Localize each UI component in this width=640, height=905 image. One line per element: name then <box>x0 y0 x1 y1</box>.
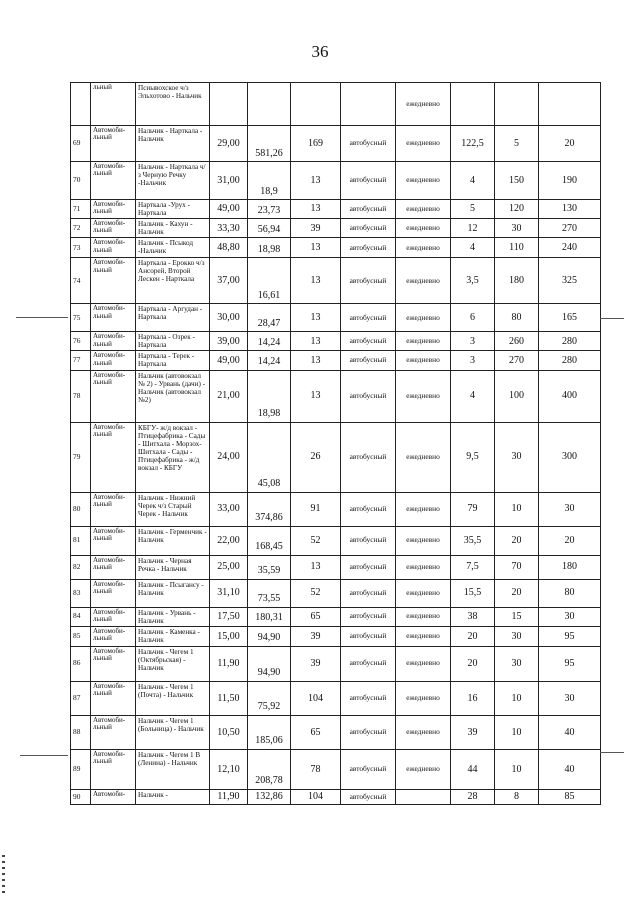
table-row <box>71 579 601 607</box>
schedule-cell: ежедневно <box>396 626 451 646</box>
left-edge-dots <box>2 855 5 895</box>
route-name-cell: Нальчик (автовокзал № 2) - Урвань (дачи) - Нальчик (автовокзал №2) <box>136 370 210 422</box>
routes-table-wrapper <box>70 82 600 805</box>
row-number-cell: 87 <box>71 681 91 715</box>
value-b-cell: 10 <box>495 681 539 715</box>
left-margin-line-2 <box>20 755 68 756</box>
route-name-cell: Нальчик - Черная Речка - Нальчик <box>136 555 210 579</box>
trip-count-cell: 26 <box>291 422 341 492</box>
transport-type-cell: Автомоби-льный <box>91 304 136 332</box>
vehicle-kind-cell: автобусный <box>341 607 396 626</box>
trip-count-cell: 52 <box>291 579 341 607</box>
row-number-cell: 83 <box>71 579 91 607</box>
route-length-cell: 33,30 <box>210 219 248 238</box>
trip-count-cell: 13 <box>291 370 341 422</box>
routes-table <box>70 82 601 805</box>
transport-type-cell: Автомоби-льный <box>91 715 136 749</box>
route-distance-cell: 18,98 <box>248 238 291 258</box>
row-number-cell: 85 <box>71 626 91 646</box>
transport-type-cell: Автомоби- <box>91 789 136 804</box>
vehicle-kind-cell: автобусный <box>341 626 396 646</box>
value-b-cell: 10 <box>495 715 539 749</box>
trip-count-cell: 52 <box>291 526 341 555</box>
value-a-cell: 6 <box>451 304 495 332</box>
value-a-cell: 4 <box>451 238 495 258</box>
value-a-cell: 35,5 <box>451 526 495 555</box>
vehicle-kind-cell: автобусный <box>341 126 396 162</box>
transport-type-cell: Автомоби-льный <box>91 351 136 370</box>
value-c-cell <box>539 83 601 126</box>
table-row <box>71 370 601 422</box>
row-number-cell: 82 <box>71 555 91 579</box>
row-number-cell: 76 <box>71 332 91 351</box>
table-row <box>71 332 601 351</box>
row-number-cell: 78 <box>71 370 91 422</box>
route-length-cell <box>210 83 248 126</box>
row-number-cell: 80 <box>71 492 91 526</box>
value-a-cell: 3 <box>451 332 495 351</box>
table-row <box>71 126 601 162</box>
route-distance-cell: 23,73 <box>248 200 291 219</box>
route-length-cell: 30,00 <box>210 304 248 332</box>
value-b-cell: 30 <box>495 422 539 492</box>
schedule-cell: ежедневно <box>396 200 451 219</box>
route-name-cell: Нальчик - Чегем 1 (Больница) - Нальчик <box>136 715 210 749</box>
table-row <box>71 646 601 681</box>
trip-count-cell: 39 <box>291 626 341 646</box>
row-number-cell: 79 <box>71 422 91 492</box>
schedule-cell: ежедневно <box>396 83 451 126</box>
value-c-cell: 80 <box>539 579 601 607</box>
value-c-cell: 95 <box>539 626 601 646</box>
route-name-cell: Нарткала -Урух - Нарткала <box>136 200 210 219</box>
route-distance-cell: 18,9 <box>248 162 291 200</box>
value-c-cell: 130 <box>539 200 601 219</box>
trip-count-cell: 13 <box>291 258 341 304</box>
route-length-cell: 33,00 <box>210 492 248 526</box>
schedule-cell: ежедневно <box>396 555 451 579</box>
value-c-cell: 270 <box>539 219 601 238</box>
route-name-cell: КБГУ- ж/д вокзал - Птицефабрика - Сады - Шитхала - Морзох- Шитхала - Сады - Птицефабрика - ж/д вокзал - КБГУ <box>136 422 210 492</box>
table-row <box>71 162 601 200</box>
value-a-cell: 4 <box>451 370 495 422</box>
value-b-cell: 30 <box>495 646 539 681</box>
vehicle-kind-cell: автобусный <box>341 526 396 555</box>
value-b-cell: 20 <box>495 579 539 607</box>
transport-type-cell: Автомоби-льный <box>91 526 136 555</box>
route-distance-cell: 35,59 <box>248 555 291 579</box>
trip-count-cell: 13 <box>291 162 341 200</box>
value-a-cell: 9,5 <box>451 422 495 492</box>
value-a-cell: 20 <box>451 626 495 646</box>
schedule-cell: ежедневно <box>396 646 451 681</box>
trip-count-cell: 39 <box>291 646 341 681</box>
transport-type-cell: Автомоби-льный <box>91 607 136 626</box>
trip-count-cell: 78 <box>291 749 341 789</box>
trip-count-cell: 13 <box>291 332 341 351</box>
value-c-cell: 325 <box>539 258 601 304</box>
value-a-cell: 20 <box>451 646 495 681</box>
route-distance-cell: 14,24 <box>248 351 291 370</box>
value-c-cell: 400 <box>539 370 601 422</box>
value-b-cell: 30 <box>495 219 539 238</box>
value-b-cell: 10 <box>495 492 539 526</box>
transport-type-cell: Автомоби-льный <box>91 126 136 162</box>
row-number-cell: 73 <box>71 238 91 258</box>
vehicle-kind-cell: автобусный <box>341 715 396 749</box>
transport-type-cell: Автомоби-льный <box>91 681 136 715</box>
table-row <box>71 351 601 370</box>
schedule-cell: ежедневно <box>396 607 451 626</box>
value-c-cell: 40 <box>539 715 601 749</box>
route-distance-cell: 16,61 <box>248 258 291 304</box>
row-number-cell: 84 <box>71 607 91 626</box>
route-length-cell: 11,90 <box>210 789 248 804</box>
schedule-cell: ежедневно <box>396 715 451 749</box>
value-a-cell: 16 <box>451 681 495 715</box>
route-distance-cell: 14,24 <box>248 332 291 351</box>
route-name-cell: Нарткала - Терек - Нарткала <box>136 351 210 370</box>
route-distance-cell: 180,31 <box>248 607 291 626</box>
table-row <box>71 789 601 804</box>
route-length-cell: 39,00 <box>210 332 248 351</box>
route-name-cell: Нальчик - Чегем 1 (Почта) - Нальчик <box>136 681 210 715</box>
trip-count-cell <box>291 83 341 126</box>
value-b-cell: 270 <box>495 351 539 370</box>
route-distance-cell: 208,78 <box>248 749 291 789</box>
route-length-cell: 17,50 <box>210 607 248 626</box>
table-row <box>71 492 601 526</box>
value-a-cell: 15,5 <box>451 579 495 607</box>
routes-table-body <box>71 83 601 805</box>
value-c-cell: 20 <box>539 526 601 555</box>
vehicle-kind-cell: автобусный <box>341 258 396 304</box>
table-row <box>71 607 601 626</box>
value-b-cell: 110 <box>495 238 539 258</box>
right-margin-line-1 <box>600 318 624 319</box>
vehicle-kind-cell: автобусный <box>341 238 396 258</box>
transport-type-cell: Автомоби-льный <box>91 200 136 219</box>
vehicle-kind-cell: автобусный <box>341 579 396 607</box>
value-c-cell: 300 <box>539 422 601 492</box>
row-number-cell: 81 <box>71 526 91 555</box>
route-length-cell: 31,00 <box>210 162 248 200</box>
route-length-cell: 11,50 <box>210 681 248 715</box>
left-margin-line-1 <box>16 317 68 318</box>
transport-type-cell: Автомоби-льный <box>91 492 136 526</box>
route-name-cell: Нальчик - Нарткала - Нальчик <box>136 126 210 162</box>
trip-count-cell: 13 <box>291 555 341 579</box>
value-c-cell: 240 <box>539 238 601 258</box>
value-a-cell: 3,5 <box>451 258 495 304</box>
value-c-cell: 280 <box>539 332 601 351</box>
trip-count-cell: 39 <box>291 219 341 238</box>
transport-type-cell: Автомоби-льный <box>91 219 136 238</box>
row-number-cell: 71 <box>71 200 91 219</box>
route-length-cell: 29,00 <box>210 126 248 162</box>
route-name-cell: Нарткала - Озрек - Нарткала <box>136 332 210 351</box>
route-length-cell: 15,00 <box>210 626 248 646</box>
vehicle-kind-cell: автобусный <box>341 749 396 789</box>
value-a-cell: 38 <box>451 607 495 626</box>
value-a-cell: 28 <box>451 789 495 804</box>
route-name-cell: Нарткала - Аргудан - Нарткала <box>136 304 210 332</box>
value-c-cell: 30 <box>539 492 601 526</box>
transport-type-cell: Автомоби-льный <box>91 555 136 579</box>
route-distance-cell: 581,26 <box>248 126 291 162</box>
transport-type-cell: Автомоби-льный <box>91 579 136 607</box>
table-row <box>71 626 601 646</box>
trip-count-cell: 91 <box>291 492 341 526</box>
transport-type-cell: Автомоби-льный <box>91 422 136 492</box>
value-b-cell: 8 <box>495 789 539 804</box>
trip-count-cell: 65 <box>291 715 341 749</box>
value-a-cell: 7,5 <box>451 555 495 579</box>
vehicle-kind-cell: автобусный <box>341 200 396 219</box>
route-distance-cell: 132,86 <box>248 789 291 804</box>
value-c-cell: 95 <box>539 646 601 681</box>
value-b-cell: 180 <box>495 258 539 304</box>
route-length-cell: 37,00 <box>210 258 248 304</box>
value-b-cell: 100 <box>495 370 539 422</box>
route-length-cell: 12,10 <box>210 749 248 789</box>
route-length-cell: 49,00 <box>210 200 248 219</box>
transport-type-cell: Автомоби-льный <box>91 162 136 200</box>
page-number: 36 <box>311 42 329 61</box>
schedule-cell: ежедневно <box>396 351 451 370</box>
route-name-cell: Нальчик - Нарткала ч/з Черную Речку -Нальчик <box>136 162 210 200</box>
table-row <box>71 422 601 492</box>
transport-type-cell: Автомоби-льный <box>91 749 136 789</box>
value-b-cell: 260 <box>495 332 539 351</box>
value-a-cell: 12 <box>451 219 495 238</box>
value-c-cell: 30 <box>539 681 601 715</box>
route-length-cell: 49,00 <box>210 351 248 370</box>
vehicle-kind-cell <box>341 83 396 126</box>
route-name-cell: Нальчик - Чегем 1 В (Ленина) - Нальчик <box>136 749 210 789</box>
vehicle-kind-cell: автобусный <box>341 789 396 804</box>
route-distance-cell: 45,08 <box>248 422 291 492</box>
value-c-cell: 190 <box>539 162 601 200</box>
vehicle-kind-cell: автобусный <box>341 219 396 238</box>
route-length-cell: 22,00 <box>210 526 248 555</box>
vehicle-kind-cell: автобусный <box>341 555 396 579</box>
route-distance-cell: 374,86 <box>248 492 291 526</box>
transport-type-cell: Автомоби-льный <box>91 332 136 351</box>
table-row <box>71 83 601 126</box>
value-b-cell <box>495 83 539 126</box>
value-a-cell: 39 <box>451 715 495 749</box>
row-number-cell: 90 <box>71 789 91 804</box>
transport-type-cell: Автомоби-льный <box>91 646 136 681</box>
value-b-cell: 10 <box>495 749 539 789</box>
route-distance-cell: 18,98 <box>248 370 291 422</box>
schedule-cell: ежедневно <box>396 422 451 492</box>
table-row <box>71 681 601 715</box>
route-length-cell: 11,90 <box>210 646 248 681</box>
vehicle-kind-cell: автобусный <box>341 681 396 715</box>
route-length-cell: 24,00 <box>210 422 248 492</box>
table-row <box>71 304 601 332</box>
value-b-cell: 120 <box>495 200 539 219</box>
schedule-cell: ежедневно <box>396 332 451 351</box>
row-number-cell: 77 <box>71 351 91 370</box>
route-name-cell: Нальчик - Псыгансу - Нальчик <box>136 579 210 607</box>
schedule-cell: ежедневно <box>396 304 451 332</box>
right-margin-line-2 <box>600 752 624 753</box>
row-number-cell: 88 <box>71 715 91 749</box>
route-distance-cell: 168,45 <box>248 526 291 555</box>
table-row <box>71 200 601 219</box>
table-row <box>71 715 601 749</box>
row-number-cell: 89 <box>71 749 91 789</box>
value-c-cell: 40 <box>539 749 601 789</box>
vehicle-kind-cell: автобусный <box>341 304 396 332</box>
table-row <box>71 238 601 258</box>
schedule-cell: ежедневно <box>396 126 451 162</box>
transport-type-cell: Автомоби-льный <box>91 238 136 258</box>
vehicle-kind-cell: автобусный <box>341 351 396 370</box>
route-name-cell: Нарткала - Ерокко ч/з Ансорей, Второй Лескен - Нарткала <box>136 258 210 304</box>
value-a-cell: 5 <box>451 200 495 219</box>
transport-type-cell: льный <box>91 83 136 126</box>
trip-count-cell: 13 <box>291 200 341 219</box>
trip-count-cell: 13 <box>291 351 341 370</box>
value-c-cell: 180 <box>539 555 601 579</box>
trip-count-cell: 104 <box>291 681 341 715</box>
route-distance-cell: 73,55 <box>248 579 291 607</box>
value-c-cell: 20 <box>539 126 601 162</box>
value-a-cell: 4 <box>451 162 495 200</box>
route-name-cell: Нальчик - Чегем 1 (Октябрьская) - Нальчик <box>136 646 210 681</box>
value-a-cell: 44 <box>451 749 495 789</box>
route-distance-cell: 28,47 <box>248 304 291 332</box>
schedule-cell: ежедневно <box>396 492 451 526</box>
row-number-cell: 69 <box>71 126 91 162</box>
vehicle-kind-cell: автобусный <box>341 646 396 681</box>
vehicle-kind-cell: автобусный <box>341 492 396 526</box>
route-name-cell: Псиывохское ч/з Эльхотово - Нальчик <box>136 83 210 126</box>
route-distance-cell <box>248 83 291 126</box>
value-b-cell: 15 <box>495 607 539 626</box>
value-a-cell: 79 <box>451 492 495 526</box>
route-name-cell: Нальчик - Урвань - Нальчик <box>136 607 210 626</box>
route-name-cell: Нальчик - Псыкод -Нальчик <box>136 238 210 258</box>
vehicle-kind-cell: автобусный <box>341 162 396 200</box>
value-b-cell: 150 <box>495 162 539 200</box>
schedule-cell: ежедневно <box>396 370 451 422</box>
route-length-cell: 10,50 <box>210 715 248 749</box>
route-name-cell: Нальчик - Кахун - Нальчик <box>136 219 210 238</box>
schedule-cell: ежедневно <box>396 219 451 238</box>
value-a-cell: 122,5 <box>451 126 495 162</box>
value-b-cell: 30 <box>495 626 539 646</box>
row-number-cell <box>71 83 91 126</box>
trip-count-cell: 65 <box>291 607 341 626</box>
value-c-cell: 165 <box>539 304 601 332</box>
route-distance-cell: 56,94 <box>248 219 291 238</box>
schedule-cell: ежедневно <box>396 681 451 715</box>
vehicle-kind-cell: автобусный <box>341 332 396 351</box>
value-b-cell: 5 <box>495 126 539 162</box>
value-c-cell: 85 <box>539 789 601 804</box>
value-a-cell: 3 <box>451 351 495 370</box>
schedule-cell: ежедневно <box>396 579 451 607</box>
row-number-cell: 86 <box>71 646 91 681</box>
vehicle-kind-cell: автобусный <box>341 370 396 422</box>
row-number-cell: 70 <box>71 162 91 200</box>
route-length-cell: 25,00 <box>210 555 248 579</box>
route-distance-cell: 185,06 <box>248 715 291 749</box>
trip-count-cell: 13 <box>291 304 341 332</box>
route-name-cell: Нальчик - Герменчик - Нальчик <box>136 526 210 555</box>
table-row <box>71 258 601 304</box>
transport-type-cell: Автомоби-льный <box>91 626 136 646</box>
row-number-cell: 72 <box>71 219 91 238</box>
trip-count-cell: 13 <box>291 238 341 258</box>
schedule-cell: ежедневно <box>396 749 451 789</box>
table-row <box>71 219 601 238</box>
table-row <box>71 749 601 789</box>
route-name-cell: Нальчик - Каменка - Нальчик <box>136 626 210 646</box>
route-name-cell: Нальчик - <box>136 789 210 804</box>
trip-count-cell: 104 <box>291 789 341 804</box>
route-name-cell: Нальчик - Нижний Черек ч/з Старый Черек - Нальчик <box>136 492 210 526</box>
route-distance-cell: 75,92 <box>248 681 291 715</box>
row-number-cell: 75 <box>71 304 91 332</box>
table-row <box>71 526 601 555</box>
value-c-cell: 280 <box>539 351 601 370</box>
route-length-cell: 21,00 <box>210 370 248 422</box>
schedule-cell: ежедневно <box>396 162 451 200</box>
schedule-cell: ежедневно <box>396 258 451 304</box>
value-b-cell: 70 <box>495 555 539 579</box>
vehicle-kind-cell: автобусный <box>341 422 396 492</box>
row-number-cell: 74 <box>71 258 91 304</box>
schedule-cell <box>396 789 451 804</box>
table-row <box>71 555 601 579</box>
value-b-cell: 80 <box>495 304 539 332</box>
transport-type-cell: Автомоби-льный <box>91 370 136 422</box>
schedule-cell: ежедневно <box>396 238 451 258</box>
route-length-cell: 31,10 <box>210 579 248 607</box>
value-c-cell: 30 <box>539 607 601 626</box>
transport-type-cell: Автомоби-льный <box>91 258 136 304</box>
route-length-cell: 48,80 <box>210 238 248 258</box>
value-b-cell: 20 <box>495 526 539 555</box>
value-a-cell <box>451 83 495 126</box>
route-distance-cell: 94,90 <box>248 626 291 646</box>
schedule-cell: ежедневно <box>396 526 451 555</box>
trip-count-cell: 169 <box>291 126 341 162</box>
route-distance-cell: 94,90 <box>248 646 291 681</box>
